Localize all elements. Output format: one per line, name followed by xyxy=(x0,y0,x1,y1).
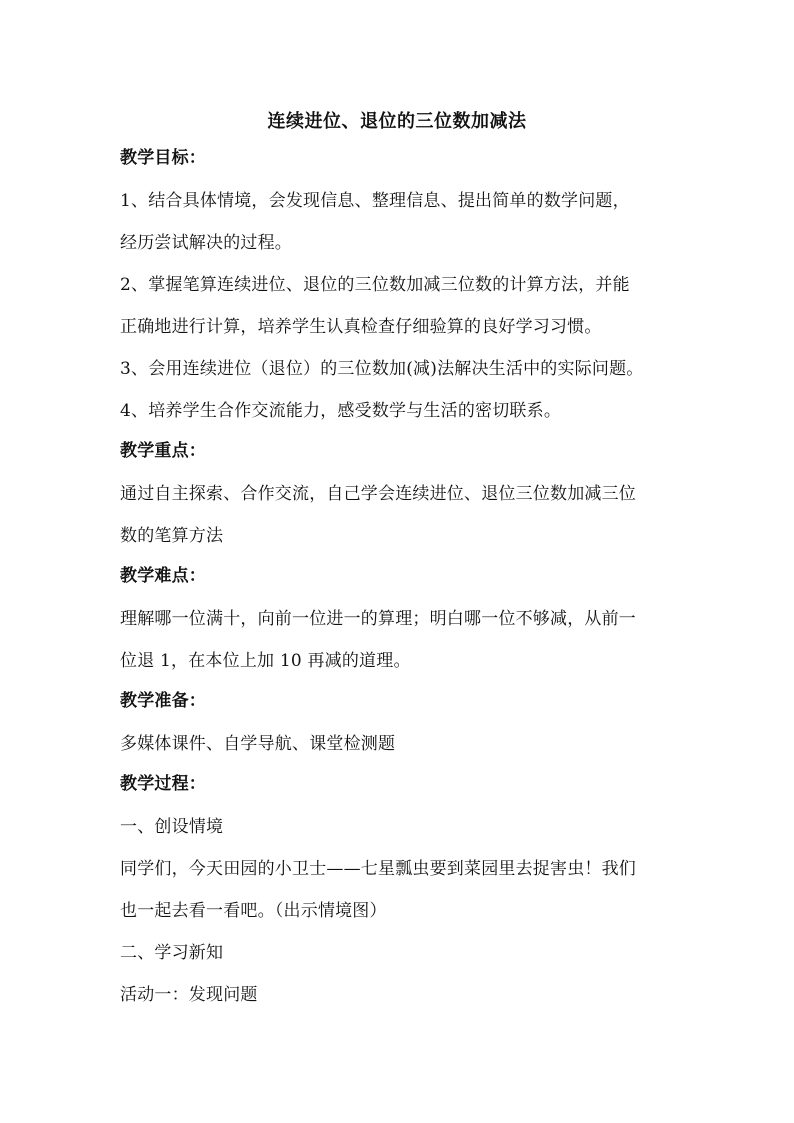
objective-line: 4、培养学生合作交流能力，感受数学与生活的密切联系。 xyxy=(120,401,562,421)
objective-line: 1、结合具体情境，会发现信息、整理信息、提出简单的数学问题， xyxy=(120,191,630,211)
preparation-line: 多媒体课件、自学导航、课堂检测题 xyxy=(120,734,396,754)
difficulties-heading: 教学难点： xyxy=(120,566,206,586)
process-part-1: 一、创设情境 xyxy=(120,817,224,837)
objective-line: 2、掌握笔算连续进位、退位的三位数加减三位数的计算方法，并能 xyxy=(120,275,630,295)
process-intro-line: 同学们，今天田园的小卫士——七星瓢虫要到菜园里去捉害虫！我们 xyxy=(120,859,636,879)
objective-line: 经历尝试解决的过程。 xyxy=(120,233,292,253)
preparation-heading: 教学准备： xyxy=(120,691,206,711)
key-point-line: 数的笔算方法 xyxy=(120,526,224,546)
difficulty-line: 位退 1，在本位上加 10 再减的道理。 xyxy=(120,651,411,671)
key-points-heading: 教学重点： xyxy=(120,441,206,461)
key-point-line: 通过自主探索、合作交流，自己学会连续进位、退位三位数加减三位 xyxy=(120,484,636,504)
process-intro-line: 也一起去看一看吧。（出示情境图） xyxy=(120,901,387,921)
objective-line: 3、会用连续进位（退位）的三位数加(减)法解决生活中的实际问题。 xyxy=(120,359,644,379)
process-activity-1: 活动一：发现问题 xyxy=(120,985,258,1005)
objective-line: 正确地进行计算，培养学生认真检查仔细验算的良好学习习惯。 xyxy=(120,317,602,337)
process-part-2: 二、学习新知 xyxy=(120,943,224,963)
difficulty-line: 理解哪一位满十，向前一位进一的算理；明白哪一位不够减，从前一 xyxy=(120,609,636,629)
objectives-heading: 教学目标： xyxy=(120,148,206,168)
process-heading: 教学过程： xyxy=(120,774,206,794)
document-title: 连续进位、退位的三位数加减法 xyxy=(267,111,527,132)
